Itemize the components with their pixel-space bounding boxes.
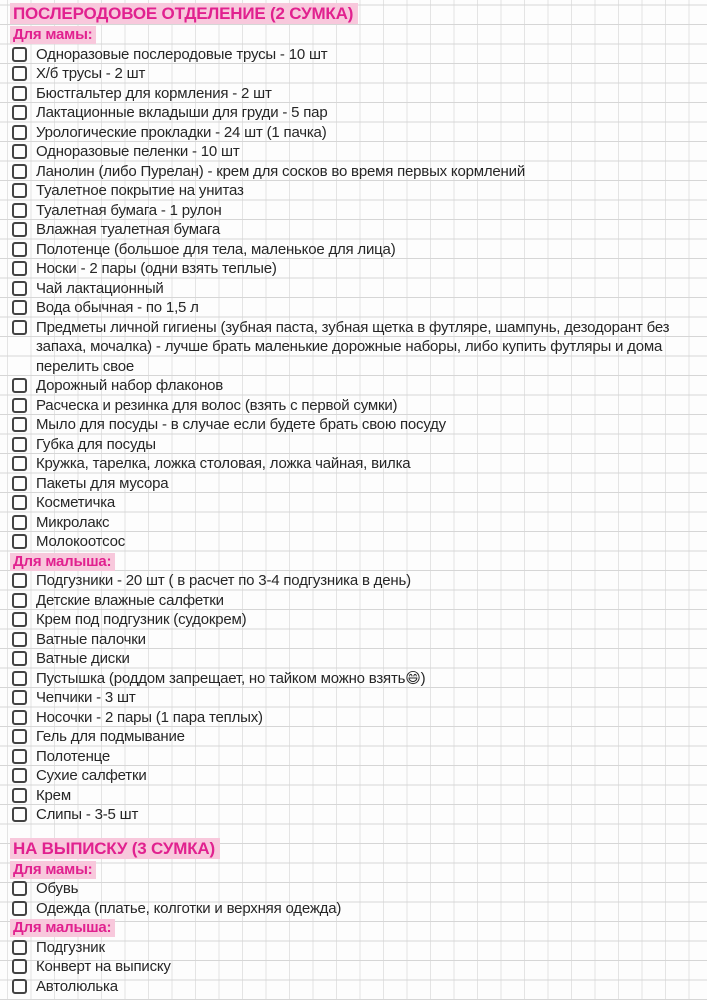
item-checkbox[interactable] (12, 437, 27, 452)
item-label: Полотенце (большое для тела, маленькое для лица) (36, 240, 396, 258)
item-label: Расческа и резинка для волос (взять с первой сумки) (36, 396, 398, 414)
checklist-item (0, 899, 707, 919)
item-label: Автолюлька (36, 977, 118, 995)
group-label: Для мамы: (10, 26, 96, 44)
checklist-group (0, 860, 707, 919)
item-checkbox[interactable] (12, 417, 27, 432)
item-label: Одежда (платье, колготки и верхняя одежда) (36, 899, 342, 917)
item-label: Ватные палочки (36, 630, 146, 648)
item-checkbox[interactable] (12, 105, 27, 120)
item-checkbox[interactable] (12, 242, 27, 257)
item-label: Полотенце (36, 747, 111, 765)
item-checkbox[interactable] (12, 300, 27, 315)
item-checkbox[interactable] (12, 456, 27, 471)
item-checkbox[interactable] (12, 807, 27, 822)
item-label: Одноразовые послеродовые трусы - 10 шт (36, 45, 328, 63)
item-checkbox[interactable] (12, 959, 27, 974)
checklist-item (0, 142, 707, 162)
checklist-item (0, 957, 707, 977)
checklist-item (0, 279, 707, 299)
section-title: ПОСЛЕРОДОВОЕ ОТДЕЛЕНИЕ (2 СУМКА) (10, 3, 358, 24)
checklist-item (0, 454, 707, 474)
item-label: Лактационные вкладыши для груди - 5 пар (36, 104, 328, 121)
checklist-item (0, 45, 707, 65)
group-label-row (0, 918, 707, 938)
item-checkbox[interactable] (12, 86, 27, 101)
checklist-group (0, 552, 707, 825)
item-label: Одноразовые пеленки - 10 шт (36, 143, 240, 160)
checklist-item (0, 513, 707, 533)
item-label: Обувь (36, 880, 79, 897)
item-label: Молокоотсос (36, 533, 126, 550)
checklist-item (0, 766, 707, 786)
item-checkbox[interactable] (12, 320, 27, 335)
item-label: Мыло для посуды - в случае если будете брать свою посуду (36, 416, 446, 433)
group-label-row (0, 25, 707, 45)
item-label: Влажная туалетная бумага (36, 221, 221, 238)
section-title-row (0, 838, 707, 860)
checklist-item (0, 708, 707, 728)
checklist-item (0, 977, 707, 997)
item-checkbox[interactable] (12, 573, 27, 588)
section-title-row (0, 3, 707, 25)
item-checkbox[interactable] (12, 66, 27, 81)
item-label: Крем (36, 786, 71, 804)
item-label: Косметичка (36, 494, 116, 511)
item-label: Конверт на выписку (36, 958, 171, 975)
item-checkbox[interactable] (12, 515, 27, 530)
item-label: Урологические прокладки - 24 шт (1 пачка) (36, 123, 327, 141)
group-label: Для мамы: (10, 861, 96, 879)
item-label: Носки - 2 пары (одни взять теплые) (36, 260, 277, 277)
checklist-item (0, 298, 707, 318)
item-label: Губка для посуды (36, 435, 156, 453)
item-label: Пустышка (роддом запрещает, но тайком можно взять😄) (36, 669, 426, 687)
item-checkbox[interactable] (12, 203, 27, 218)
checklist-item (0, 240, 707, 260)
checklist-item (0, 630, 707, 650)
checklist-item (0, 805, 707, 825)
checklist-item (0, 103, 707, 123)
group-label-row (0, 860, 707, 880)
item-label: Туалетное покрытие на унитаз (36, 182, 244, 199)
checklist-item (0, 938, 707, 958)
checklist-item (0, 532, 707, 552)
item-checkbox[interactable] (12, 398, 27, 413)
item-label: Вода обычная - по 1,5 л (36, 299, 199, 316)
checklist-item (0, 435, 707, 455)
checklist-item (0, 123, 707, 143)
item-checkbox[interactable] (12, 729, 27, 744)
item-label: Бюстгальтер для кормления - 2 шт (36, 84, 272, 102)
item-label: Х/б трусы - 2 шт (36, 65, 146, 82)
item-checkbox[interactable] (12, 261, 27, 276)
item-label: Ланолин (либо Пурелан) - крем для сосков во время первых кормлений (36, 162, 525, 180)
item-checkbox[interactable] (12, 768, 27, 783)
item-checkbox[interactable] (12, 940, 27, 955)
checklist-item (0, 747, 707, 767)
item-checkbox[interactable] (12, 690, 27, 705)
item-label: Пакеты для мусора (36, 474, 169, 492)
item-checkbox[interactable] (12, 281, 27, 296)
checklist-item (0, 396, 707, 416)
item-checkbox[interactable] (12, 144, 27, 159)
checklist-group (0, 918, 707, 996)
checklist-item (0, 727, 707, 747)
item-label: Гель для подмывание (36, 728, 185, 745)
item-checkbox[interactable] (12, 125, 27, 140)
checklist-item (0, 201, 707, 221)
checklist (0, 3, 707, 996)
checklist-item (0, 669, 707, 689)
checklist-item (0, 571, 707, 591)
checklist-item (0, 259, 707, 279)
checklist-item (0, 220, 707, 240)
item-checkbox[interactable] (12, 671, 27, 686)
group-label-row (0, 552, 707, 572)
checklist-item (0, 318, 707, 377)
item-label: Сухие салфетки (36, 767, 147, 784)
item-label: Туалетная бумага - 1 рулон (36, 201, 222, 219)
item-label: Кружка, тарелка, ложка столовая, ложка чайная, вилка (36, 455, 411, 472)
item-checkbox[interactable] (12, 593, 27, 608)
checklist-item (0, 879, 707, 899)
checklist-item (0, 610, 707, 630)
item-label: Чепчики - 3 шт (36, 689, 136, 706)
item-checkbox[interactable] (12, 495, 27, 510)
item-checkbox[interactable] (12, 788, 27, 803)
item-checkbox[interactable] (12, 47, 27, 62)
group-label: Для малыша: (10, 553, 115, 571)
item-checkbox[interactable] (12, 534, 27, 549)
item-checkbox[interactable] (12, 901, 27, 916)
checklist-item (0, 688, 707, 708)
item-label: Ватные диски (36, 650, 130, 667)
item-checkbox[interactable] (12, 749, 27, 764)
checklist-group (0, 25, 707, 552)
item-label: Дорожный набор флаконов (36, 377, 224, 394)
item-label: Предметы личной гигиены (зубная паста, зубная щетка в футляре, шампунь, дезодорант без запаха, мочалка) - лучше брать маленькие дорожные наборы, либо купить футляры и дома перелить свое (36, 318, 670, 375)
item-checkbox[interactable] (12, 612, 27, 627)
item-label: Носочки - 2 пары (1 пара теплых) (36, 708, 263, 726)
item-label: Слипы - 3-5 шт (36, 806, 139, 823)
checklist-section (0, 838, 707, 997)
item-checkbox[interactable] (12, 651, 27, 666)
checklist-item (0, 786, 707, 806)
checklist-item (0, 474, 707, 494)
item-checkbox[interactable] (12, 476, 27, 491)
item-checkbox[interactable] (12, 222, 27, 237)
checklist-section (0, 3, 707, 825)
checklist-item (0, 493, 707, 513)
item-label: Чай лактационный (36, 279, 164, 297)
checklist-item (0, 415, 707, 435)
item-label: Детские влажные салфетки (36, 591, 224, 609)
section-title: НА ВЫПИСКУ (3 СУМКА) (10, 838, 220, 859)
checklist-item (0, 181, 707, 201)
item-checkbox[interactable] (12, 164, 27, 179)
item-label: Подгузники - 20 шт ( в расчет по 3-4 подгузника в день) (36, 572, 411, 589)
item-label: Микролакс (36, 513, 110, 531)
item-checkbox[interactable] (12, 378, 27, 393)
item-checkbox[interactable] (12, 710, 27, 725)
checklist-item (0, 162, 707, 182)
checklist-item (0, 84, 707, 104)
item-checkbox[interactable] (12, 881, 27, 896)
checklist-item (0, 649, 707, 669)
checklist-item (0, 591, 707, 611)
group-label: Для малыша: (10, 919, 115, 937)
item-label: Подгузник (36, 938, 105, 956)
checklist-item (0, 376, 707, 396)
item-label: Крем под подгузник (судокрем) (36, 611, 247, 628)
checklist-item (0, 64, 707, 84)
item-checkbox[interactable] (12, 979, 27, 994)
item-checkbox[interactable] (12, 183, 27, 198)
item-checkbox[interactable] (12, 632, 27, 647)
